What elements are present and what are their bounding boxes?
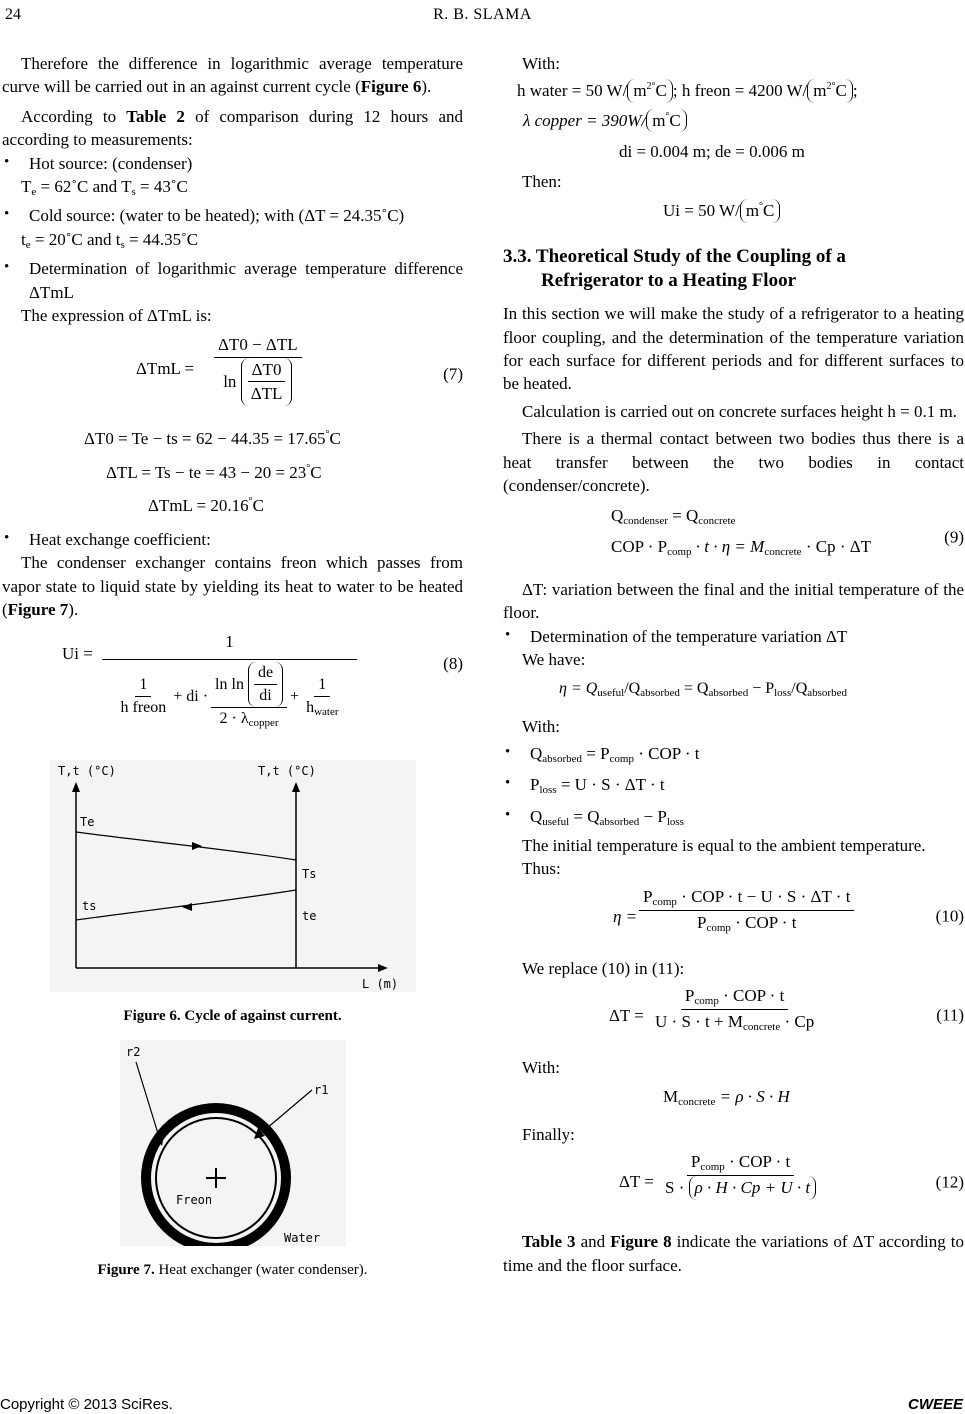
equation-9: $Q_{condenser} = Q_{concrete}$ COP · $P_{comp} \cdot t \cdot \eta = M_{concrete} \cdot Cp \cdot \Delta T$ (9) [611, 505, 964, 558]
fig7-label-freon: Freon [175, 1193, 212, 1208]
fig7-label-r2: r2 [125, 1045, 140, 1060]
bullet-log-mean: • Determination of logarithmic average temperature difference ΔTmL [2, 257, 463, 304]
equation-12-number: (12) [935, 1172, 964, 1192]
then-label: Then: [522, 171, 562, 191]
fig6-hot-curve-arrow [192, 842, 202, 850]
paragraph-initial-temp: The initial temperature is equal to the ambient temperature. [522, 835, 926, 855]
with-label-2: With: [522, 716, 561, 736]
finally-label: Finally: [522, 1124, 575, 1144]
fig6-label-Te: Te [79, 814, 94, 829]
bullet-cold-source: • Cold source: (water to be heated); with (ΔT = 24.35˚C) [2, 204, 463, 227]
equation-8-number: (8) [443, 653, 463, 673]
paragraph-coupling: In this section we will make the study of a refrigerator to a heating floor coupling, and the determination of the temperature variation for each surface for different periods and for different surfaces to be heated. [503, 304, 964, 394]
footer-copyright: Copyright © 2013 SciRes. [0, 1396, 173, 1413]
fig6-right-axis-arrow [292, 782, 300, 792]
figure-7-ref[interactable]: Figure 7 [7, 600, 69, 620]
bullet-p-loss: • $P_{loss} = U \cdot S \cdot \Delta T \cdot t$ [503, 773, 964, 798]
figure-6-caption: Figure 6. Cycle of against current. [123, 1007, 342, 1024]
paragraph-height: Calculation is carried out on concrete surfaces height h = 0.1 m. [522, 401, 957, 421]
table-2-ref[interactable]: Table 2 [126, 106, 185, 126]
left-column [2, 52, 463, 1281]
equation-10-number: (10) [935, 905, 964, 925]
thus-label: Thus: [522, 859, 561, 879]
right-column [503, 52, 964, 1277]
calc-dtml: ΔTmL = 20.16°C [148, 496, 264, 516]
cold-source-values: $t_e$ = 20˚C and $t_s$ = 44.35˚C [21, 229, 199, 251]
fig6-x-axis-arrow [378, 964, 388, 972]
footer-journal: CWEEE [907, 1396, 963, 1413]
equation-12: ΔT = $P_{comp}$ · COP · t S · ρ · H · Cp + U · t (12) [503, 1150, 964, 1214]
page-number: 24 [5, 6, 21, 23]
expression-intro: The expression of ΔTmL is: [21, 305, 212, 325]
fig6-ylabel-right: T,t (°C) [257, 763, 316, 778]
fig6-label-te: te [301, 908, 316, 923]
calc-dtl: ΔTL = Ts − te = 43 − 20 = 23°C [106, 462, 322, 482]
equation-11: ΔT = $P_{comp}$ · COP · t $U \cdot S \cdot t + M_{concrete} \cdot Cp$ (11) [609, 986, 964, 1034]
fig6-left-axis-arrow [72, 782, 80, 792]
equation-7-number: (7) [443, 364, 463, 384]
paragraph-condenser: The condenser exchanger contains freon which passes from vapor state to liquid state by yielding its heat to water to be heated (Figure 7). [2, 553, 463, 620]
paragraph-contact: There is a thermal contact between two bodies thus there is a heat transfer between the two bodies in contact (condenser/concrete). [503, 429, 964, 496]
fig6-cold-curve-arrow [182, 903, 192, 911]
table-3-ref[interactable]: Table 3 [522, 1232, 576, 1252]
equation-11-number: (11) [936, 1005, 964, 1025]
fig6-label-Ts: Ts [301, 866, 316, 881]
figure-6-ref[interactable]: Figure 6 [360, 77, 422, 97]
running-header-author: R. B. SLAMA [433, 6, 532, 23]
replace-label: We replace (10) in (11): [522, 958, 685, 978]
diameters: di = 0.004 m; de = 0.006 m [619, 142, 805, 162]
bullet-determination: • Determination of the temperature variation ΔT [503, 625, 964, 648]
fig6-label-ts: ts [81, 898, 96, 913]
bullet-heat-exchange: • Heat exchange coefficient: [2, 528, 463, 551]
figure-7-diagram [120, 1040, 346, 1246]
fig7-r2-leader [136, 1062, 160, 1140]
bullet-q-useful: • $Q_{useful} = Q_{absorbed} - P_{loss}$ [503, 805, 964, 830]
paragraph-table2: According to Table 2 of comparison during 12 hours and according to measurements: [2, 106, 463, 150]
bullet-q-absorbed: • $Q_{absorbed} = P_{comp}$ · COP · t [503, 742, 964, 767]
fig7-label-r1: r1 [313, 1083, 328, 1098]
fig6-cold-curve [76, 890, 296, 920]
section-3-3-title: 3.3. Theoretical Study of the Coupling of a [503, 245, 846, 267]
with-label-3: With: [522, 1058, 561, 1078]
equation-8: Ui = 1 $\frac{1}{\text{h freon}}$ + di · ln ln $\frac{de}{di}$ $2 \cdot \lambda_{copper}$ + $\frac{1}{h_{water}}$ (8) [62, 631, 463, 730]
calc-dt0: ΔT0 = Te − ts = 62 − 44.35 = 17.65°C [84, 429, 341, 449]
fig6-hot-curve [76, 832, 296, 860]
figure-7-caption: Figure 7. Heat exchanger (water condenser). [97, 1262, 368, 1279]
bullet-hot-source: • Hot source: (condenser) [2, 152, 463, 175]
h-values: h water = 50 W/ $m^{2^\circ}C$ ; h freon = 4200 W/ $m^{2^\circ}C$ ; [503, 79, 964, 102]
equation-7: ΔTmL = ΔT0 − ΔTL ln $\frac{\Delta T0}{\text{ΔTL}}$ (7) [2, 333, 463, 415]
hot-source-values: $T_e$ = 62˚C and $T_s$ = 43˚C [21, 177, 188, 199]
paragraph-against-current: Therefore the difference in logarithmic average temperature curve will be carried out in an against current cycle (Figure 6). [2, 54, 463, 97]
paragraph-table3: Table 3 and Figure 8 indicate the variations of ΔT according to time and the floor surface. [503, 1232, 964, 1275]
fig6-xlabel: L (m) [361, 976, 398, 991]
fig7-label-water: Water [283, 1231, 320, 1246]
fig7-r1-leader [260, 1090, 312, 1134]
equation-10: η = $P_{comp}$ · COP · t − U · S · ΔT · t $P_{comp}$ · COP · t (10) [613, 886, 964, 934]
fig6-ylabel-left: T,t (°C) [57, 763, 116, 778]
figure-6-diagram [50, 760, 416, 992]
we-have-label: We have: [522, 650, 586, 670]
equation-9-number: (9) [944, 526, 964, 546]
m-concrete: $M_{concrete} = \rho \cdot S \cdot H$ [663, 1087, 790, 1109]
lambda-copper: λ copper = 390W/ m°C [503, 109, 964, 132]
figure-8-ref[interactable]: Figure 8 [610, 1232, 672, 1252]
with-label-1: With: [522, 54, 561, 73]
ui-value: Ui = 50 W/ m°C [503, 199, 964, 222]
paragraph-delta-t: ΔT: variation between the final and the initial temperature of the floor. [503, 579, 964, 623]
section-3-3-title-line2: Refrigerator to a Heating Floor [541, 270, 797, 292]
eta-definition: $\eta = Q_{useful}/Q_{absorbed} = Q_{absorbed} - P_{loss}/Q_{absorbed}$ [559, 679, 847, 699]
